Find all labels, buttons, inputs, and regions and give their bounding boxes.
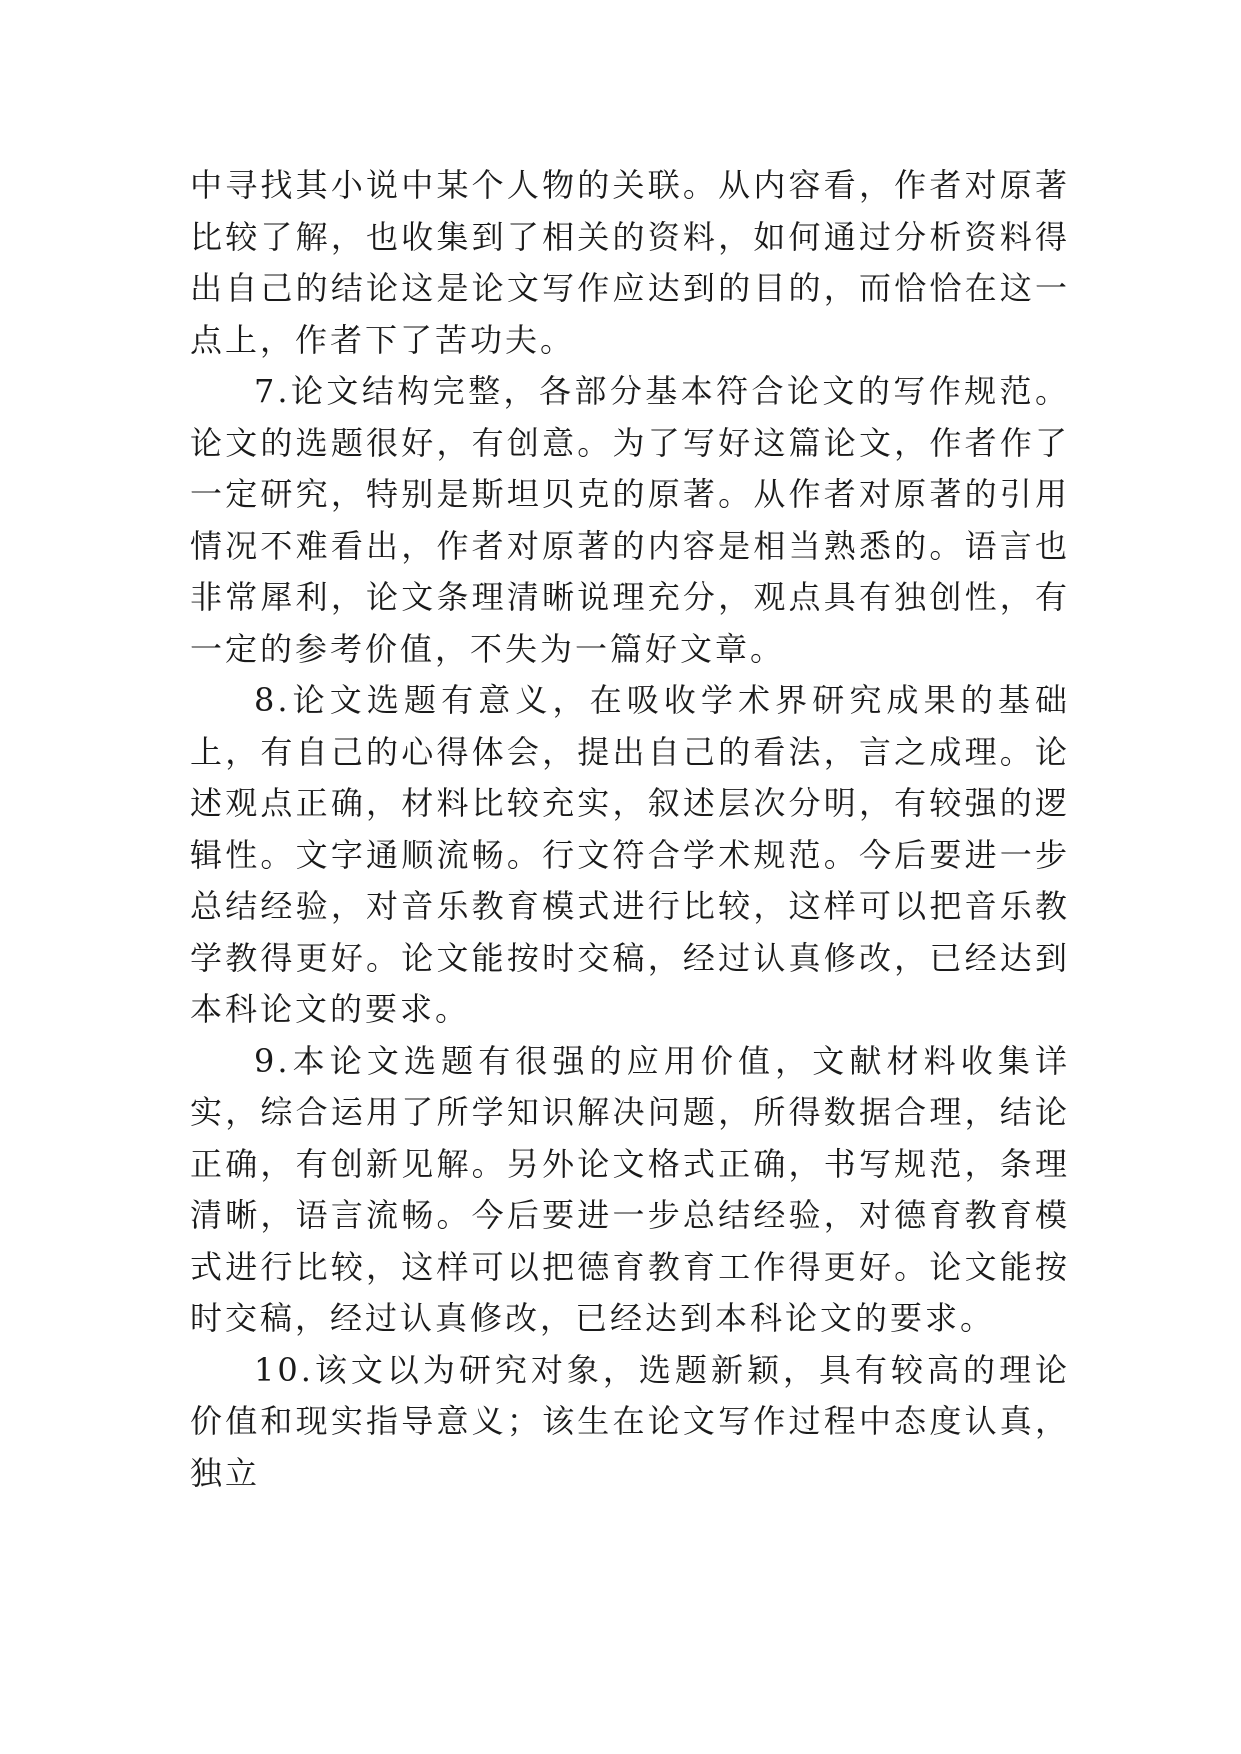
- paragraph-item-9: 9.本论文选题有很强的应用价值，文献材料收集详实，综合运用了所学知识解决问题，所得数据合理，结论正确，有创新见解。另外论文格式正确，书写规范，条理清晰，语言流畅。今后要进一步总结经验，对德育教育模式进行比较，这样可以把德育教育工作得更好。论文能按时交稿，经过认真修改，已经达到本科论文的要求。: [190, 1041, 1070, 1337]
- paragraph-item-8: 8.论文选题有意义，在吸收学术界研究成果的基础上，有自己的心得体会，提出自己的看法，言之成理。论述观点正确，材料比较充实，叙述层次分明，有较强的逻辑性。文字通顺流畅。行文符合学术规范。今后要进一步总结经验，对音乐教育模式进行比较，这样可以把音乐教学教得更好。论文能按时交稿，经过认真修改，已经达到本科论文的要求。: [190, 681, 1070, 1028]
- paragraph-item-7: 7.论文结构完整，各部分基本符合论文的写作规范。论文的选题很好，有创意。为了写好这篇论文，作者作了一定研究，特别是斯坦贝克的原著。从作者对原著的引用情况不难看出，作者对原著的内容是相当熟悉的。语言也非常犀利，论文条理清晰说理充分，观点具有独创性，有一定的参考价值，不失为一篇好文章。: [190, 372, 1070, 668]
- document-body: [190, 160, 1070, 1499]
- paragraph-continuation: 中寻找其小说中某个人物的关联。从内容看，作者对原著比较了解，也收集到了相关的资料，如何通过分析资料得出自己的结论这是论文写作应达到的目的，而恰恰在这一点上，作者下了苦功夫。: [190, 166, 1070, 359]
- paragraph-item-10: 10.该文以为研究对象，选题新颖，具有较高的理论价值和现实指导意义；该生在论文写作过程中态度认真，独立: [190, 1350, 1070, 1492]
